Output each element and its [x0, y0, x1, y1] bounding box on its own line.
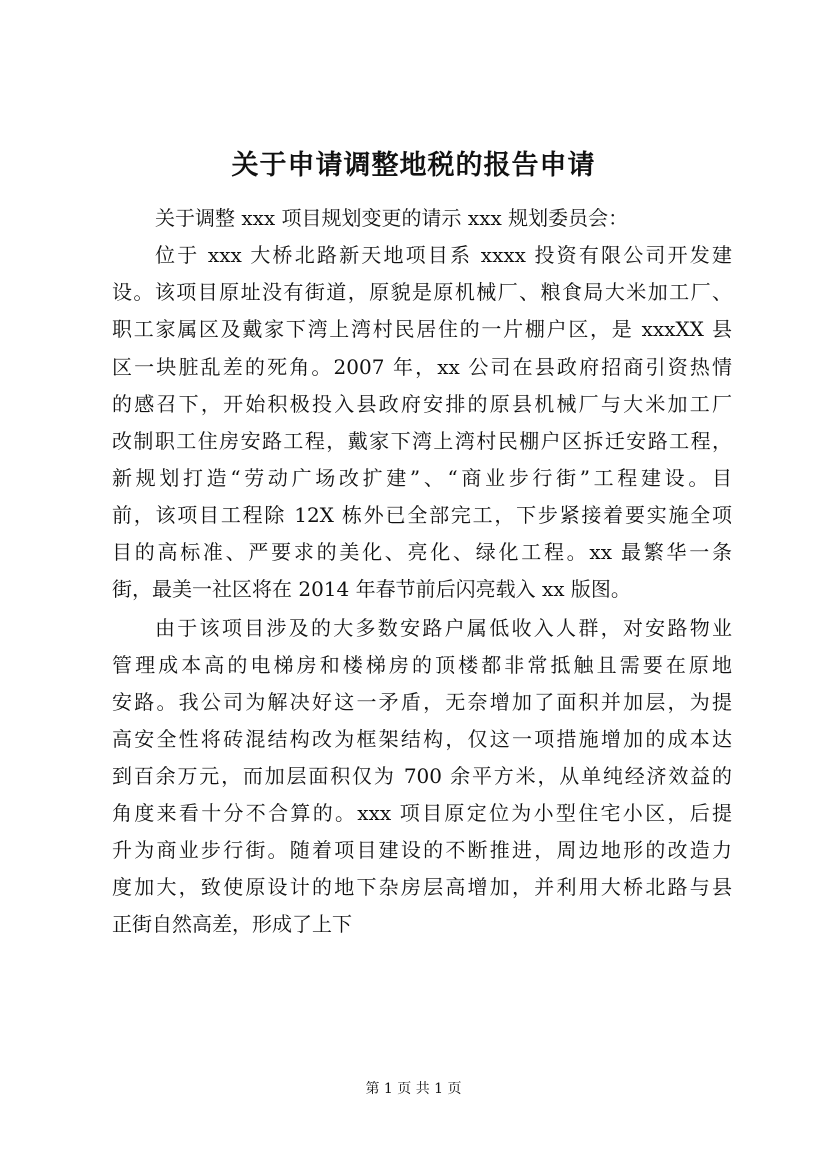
- text-line: 角度来看十分不合算的。xxx 项目原定位为小型住宅小区，后提: [112, 801, 732, 825]
- text-line: 安路。我公司为解决好这一矛盾，无奈增加了面积并加层，为提: [112, 690, 732, 714]
- text-line: 新规划打造“劳动广场改扩建”、“商业步行街”工程建设。目: [112, 466, 732, 490]
- text-line: 管理成本高的电梯房和楼梯房的顶楼都非常抵触且需要在原地: [112, 653, 732, 677]
- text-line: 由于该项目涉及的大多数安路户属低收入人群，对安路物业: [155, 616, 732, 640]
- text-line: 区一块脏乱差的死角。2007 年，xx 公司在县政府招商引资热情: [112, 355, 732, 379]
- text-line: 升为商业步行街。随着项目建设的不断推进，周边地形的改造力: [112, 838, 732, 862]
- text-line: 关于调整 xxx 项目规划变更的请示 xxx 规划委员会：: [155, 206, 629, 230]
- text-line: 前，该项目工程除 12X 栋外已全部完工，下步紧接着要实施全项: [112, 503, 732, 527]
- text-line: 的感召下，开始积极投入县政府安排的原县机械厂与大米加工厂: [112, 392, 732, 416]
- page-number: 第 1 页 共 1 页: [365, 1081, 462, 1097]
- text-line: 正街自然高差，形成了上下: [112, 912, 352, 936]
- text-line: 设。该项目原址没有街道，原貌是原机械厂、粮食局大米加工厂、: [112, 280, 732, 304]
- text-line: 改制职工住房安路工程，戴家下湾上湾村民棚户区拆迁安路工程，: [112, 429, 732, 453]
- text-line: 街，最美一社区将在 2014 年春节前后闪亮载入 xx 版图。: [112, 577, 631, 601]
- text-line: 位于 xxx 大桥北路新天地项目系 xxxx 投资有限公司开发建: [155, 243, 732, 267]
- text-line: 目的高标准、严要求的美化、亮化、绿化工程。xx 最繁华一条: [112, 540, 732, 564]
- text-line: 高安全性将砖混结构改为框架结构，仅这一项措施增加的成本达: [112, 727, 732, 751]
- document-title: 关于申请调整地税的报告申请: [231, 150, 596, 181]
- text-line: 职工家属区及戴家下湾上湾村民居住的一片棚户区，是 xxxXX 县: [112, 317, 732, 341]
- text-line: 到百余万元，而加层面积仅为 700 余平方米，从单纯经济效益的: [112, 764, 732, 788]
- text-line: 度加大，致使原设计的地下杂房层高增加，并利用大桥北路与县: [112, 875, 732, 899]
